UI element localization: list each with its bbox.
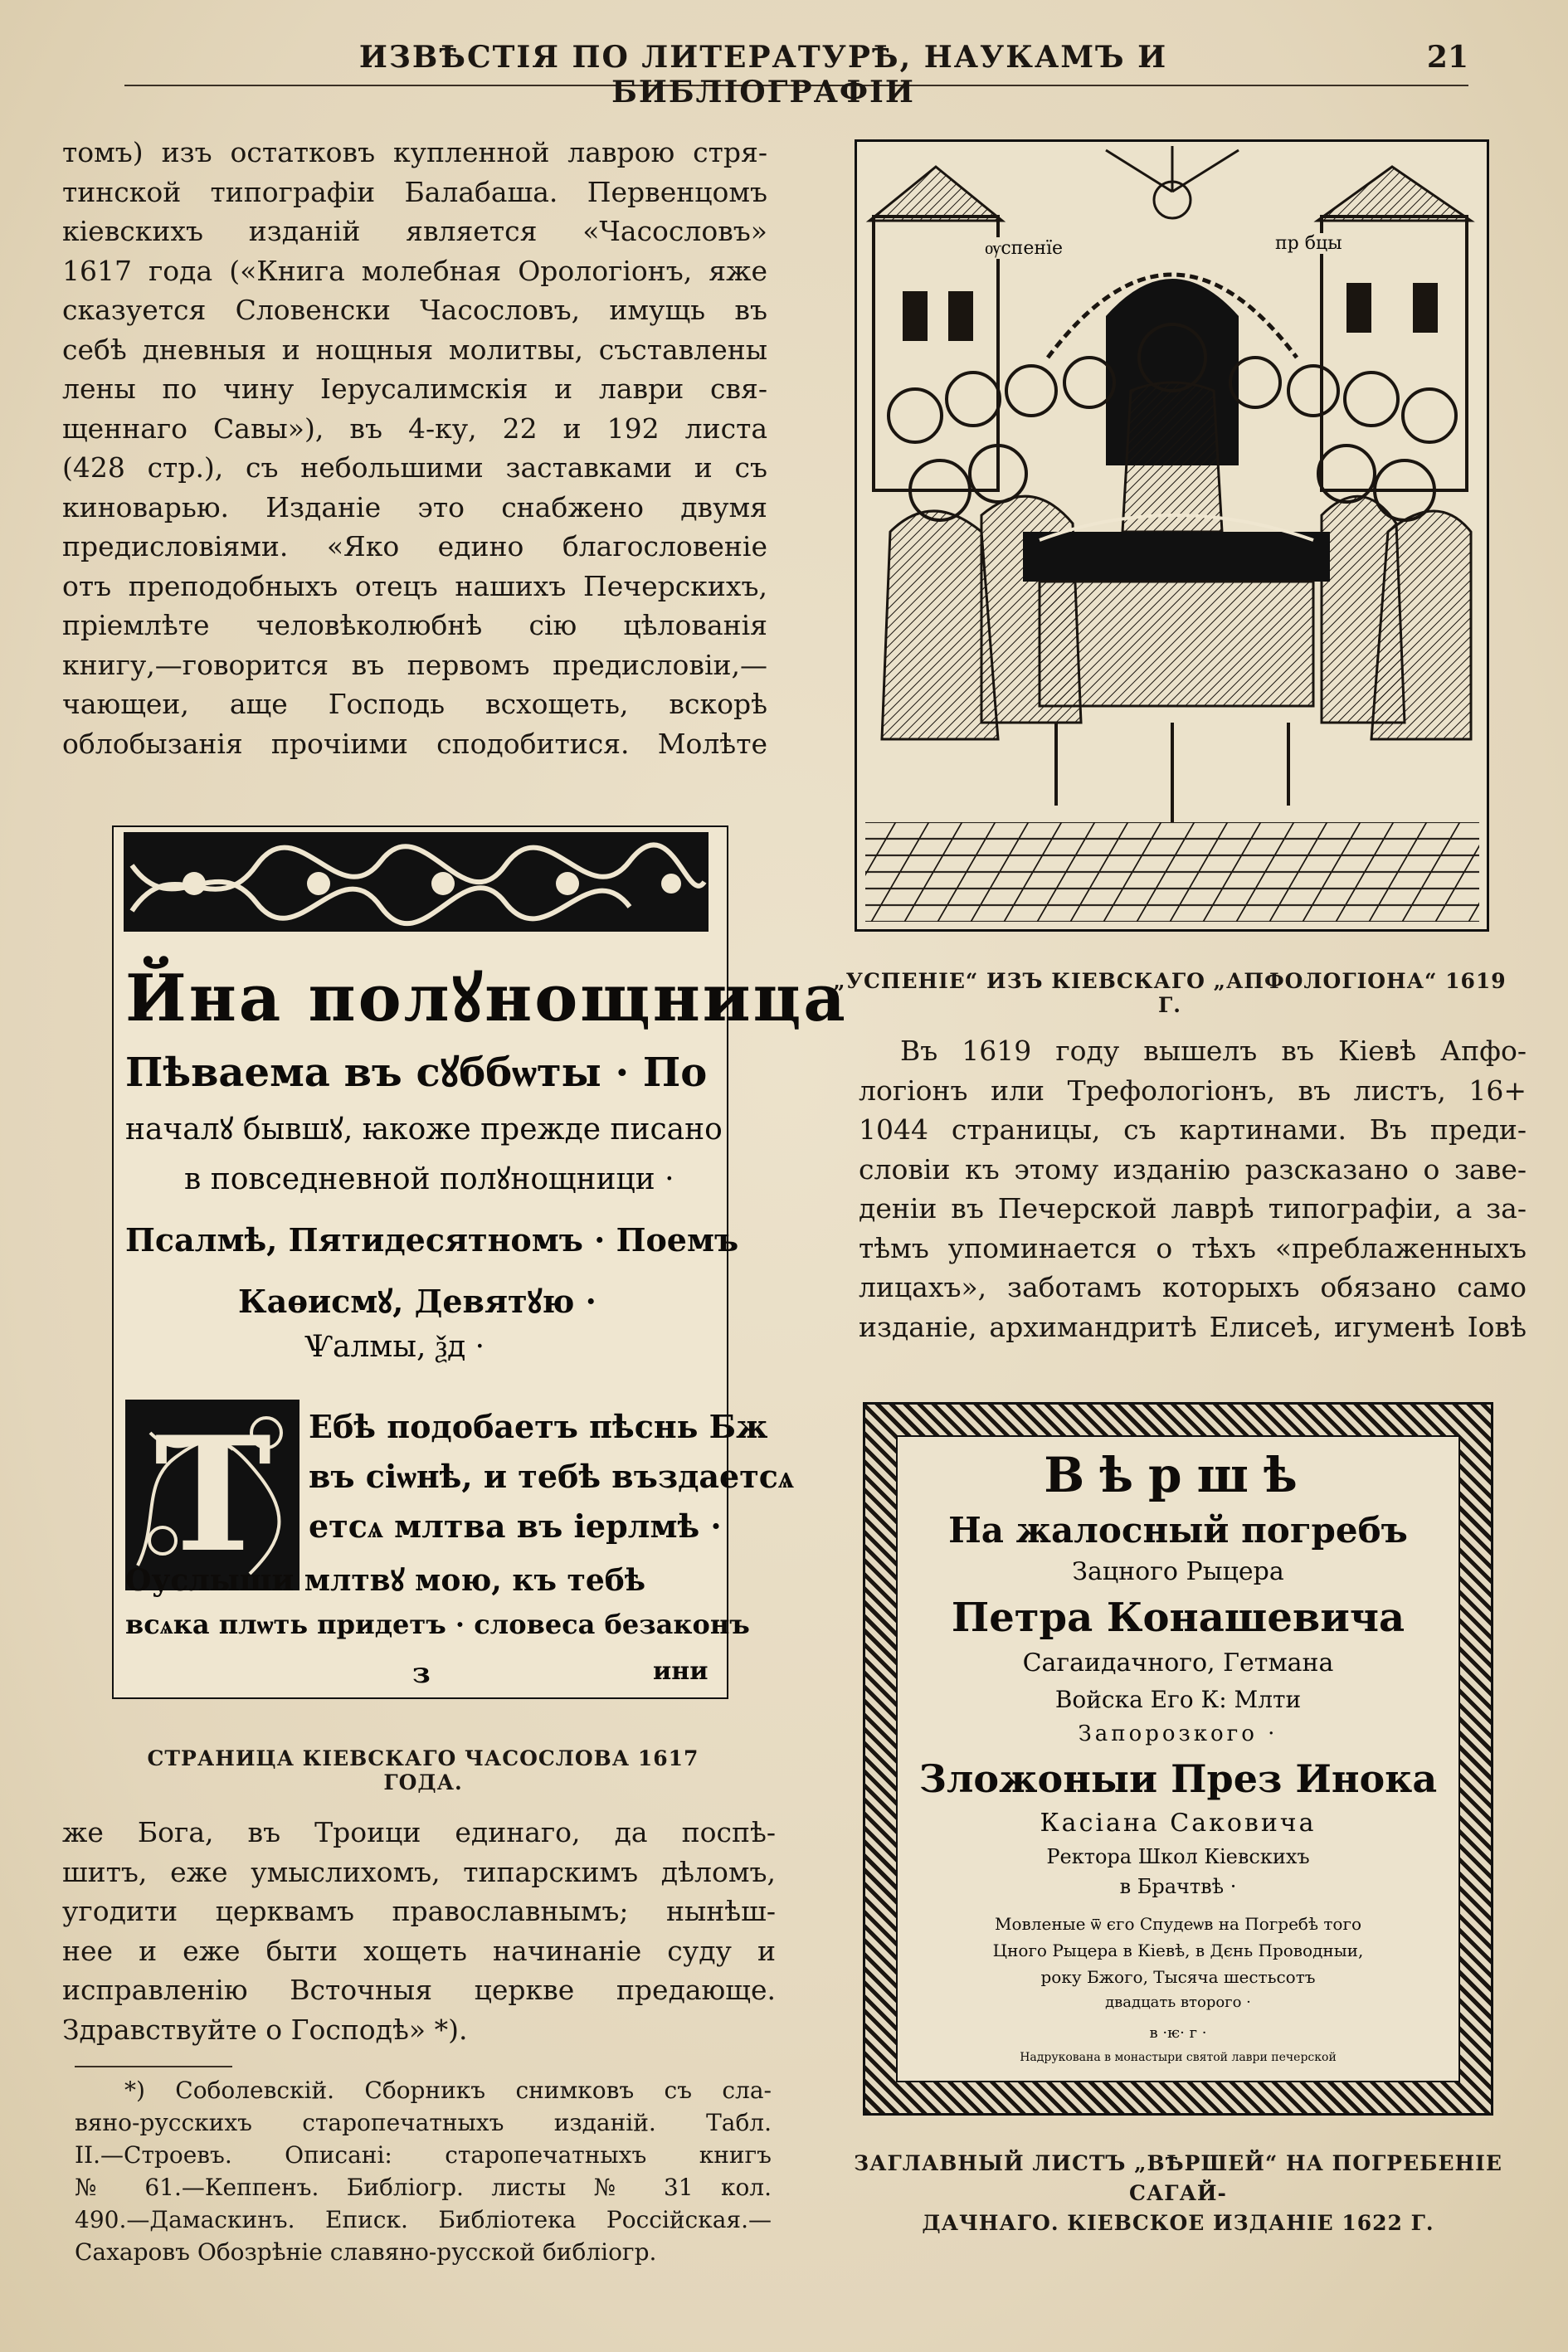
title-line: Запорозкого · [1078,1721,1278,1746]
text-line: себѣ дневныя и нощныя молитвы, съставлены [62,333,767,366]
footnote-line: *) Соболевскій. Сборникъ снимковъ съ сла- [124,2077,772,2104]
text-line: Здравствуйте о Господѣ» *). [62,2013,468,2046]
left-column-top-text [62,133,767,763]
chasoslov-body-line: всѧка плѡть придетъ · словеса безаконъ [125,1609,750,1640]
chasoslov-body-line: Оуслыши млтвꙋ мою, къ тебѣ [125,1563,646,1598]
chasoslov-line: в повседневной полꙋнощници · [184,1162,674,1196]
text-line: лены по чину Іерусалимскія и лаври свя- [62,373,767,405]
chasoslov-line: Каѳисмꙋ, Девятꙋю · [238,1283,597,1320]
text-line: нее и еже быти хощеть начинаніе суду и [62,1934,776,1967]
ornament-band-icon [124,832,733,940]
title-line: року Бжого, Тысяча шестьсотъ [1040,1967,1316,1987]
woodcut-frame [855,139,1489,932]
woodcut-inscription-left: ѹспенїе [981,237,1066,259]
title-line: Петра Конашевича [951,1595,1405,1641]
title-line: Войска Его К: Млти [1054,1686,1302,1713]
chasoslov-line: началꙋ бывшꙋ, ꙗкоже прежде писано [125,1113,723,1147]
text-line: тѣмъ упоминается о тѣхъ «преблаженныхъ [859,1231,1527,1264]
chasoslov-caption: СТРАНИЦА КІЕВСКАГО ЧАСОСЛОВА 1617 ГОДА. [147,1746,699,1794]
chasoslov-page-frame [112,825,848,1699]
text-line: лицахъ», заботамъ которыхъ обязано само [859,1271,1527,1303]
left-column-bottom-text [62,1813,776,2049]
chasoslov-body-line: въ сіѡнѣ, и тебѣ въздаетсѧ [309,1458,794,1495]
dormition-scene-icon [857,142,1487,929]
text-line: отъ преподобныхъ отецъ нашихъ Печерскихъ, [62,569,767,602]
chasoslov-line: Ѱалмы, ѯд · [304,1330,485,1364]
footnote-divider [75,2066,232,2067]
running-header [124,35,1468,110]
verse-title-page [863,1402,1493,2116]
text-line: пріемлѣте человѣколюбнѣ сію цѣлованія [62,609,767,641]
text-line: томъ) изъ остатковъ купленной лаврою стря- [62,136,767,168]
text-line: чающеи, аще Господь всхощеть, вскорѣ [62,688,767,720]
verse-caption [813,2149,1543,2238]
footnote-line: вяно-русскихъ старопечатныхъ изданій. Табл. [75,2109,772,2136]
catchword: ини [653,1657,709,1686]
title-line: Мовленые ѿ єго Спудеѡв на Погребѣ того [995,1914,1361,1934]
initial-letter: Т [154,1402,272,1587]
text-line: облобызанія прочіими сподобитися. Молѣте [62,727,767,760]
uspenie-caption: „УСПЕНІЕ“ ИЗЪ КІЕВСКАГО „АПФОЛОГІОНА“ 1619 Г. [833,969,1507,1017]
uspenie-woodcut [855,139,1489,932]
chasoslov-line: Пѣваема въ сꙋббѡты · По [125,1049,708,1096]
text-line: Въ 1619 году вышелъ въ Кіевѣ Апфо- [900,1035,1527,1067]
text-line: деніи въ Печерской лаврѣ типографіи, а за- [859,1192,1527,1225]
text-line: щеннаго Савы»), въ 4-ку, 22 и 192 листа [62,411,767,445]
title-line: Касіана Саковича [1040,1809,1317,1838]
text-line: шитъ, еже умыслихомъ, типарскимъ дѣломъ, [62,1855,776,1888]
verse-caption-line: ЗАГЛАВНЫЙ ЛИСТЪ „ВѢРШЕЙ“ НА ПОГРЕБЕНІЕ САГАЙ- [854,2151,1502,2205]
folio-mark: з [412,1657,431,1690]
text-line: словіи къ этому изданію разсказано о заве- [859,1152,1527,1186]
text-line: логіонъ или Трефологіонъ, въ листъ, 16+ [859,1074,1527,1107]
title-line: Зацного Рыцера [1072,1557,1284,1586]
title-line: Зложоныи През Инока [918,1756,1438,1801]
text-line: сказуется Словенски Часословъ, имущь въ [62,294,767,326]
footnote-line: № 61.—Кеппенъ. Библіогр. листы № 31 кол. [75,2174,772,2201]
title-line: в Брачтвѣ · [1119,1875,1237,1898]
title-line: Вѣршѣ [1044,1447,1312,1503]
text-line: исправленію Всточныя церкве предающе. [62,1974,776,2006]
text-line: 1044 страницы, съ картинами. Въ преди- [859,1113,1527,1146]
chasoslov-body-line: етсѧ млтва въ іерлмѣ · [309,1507,722,1545]
text-line: угодити церквамъ православнымъ; нынѣш- [62,1895,776,1927]
verse-caption-line: ДАЧНАГО. КІЕВСКОЕ ИЗДАНІЕ 1622 Г. [922,2211,1434,2235]
text-line: кіевскихъ изданій является «Часословъ» [62,215,767,247]
text-line: же Бога, въ Троици единаго, да поспѣ- [62,1816,776,1848]
header-title: ИЗВѢСТІЯ ПО ЛИТЕРАТУРѢ, НАУКАМЪ И БИБЛІОГРАФІИ [358,40,1168,110]
title-line: Сагаидачного, Гетмана [1022,1648,1334,1678]
title-line: На жалосный погребъ [948,1510,1408,1551]
chasoslov-line: Псалмѣ, Пятидесятномъ · Поемъ [125,1221,739,1259]
text-line: киноварью. Изданіе это снабжено двумя [62,490,767,523]
text-line: (428 стр.), съ небольшими заставками и съ [62,451,767,484]
title-line: в ·ѥ· г · [1149,2024,1207,2042]
text-line: 1617 года («Книга молебная Орологіонъ, яже [62,254,767,287]
title-page-panel [896,1435,1460,2082]
text-line: изданіе, архимандритѣ Елисеѣ, игуменѣ Іовѣ [859,1310,1527,1343]
title-line: Цного Рыцера в Кіевѣ, в Дєнь Проводныи, [992,1941,1364,1960]
footnote-line: Сахаровъ Обозрѣніе славяно-русской библіогр. [75,2238,657,2266]
text-line: тинской типографіи Балабаша. Первенцомъ [62,175,767,208]
chasoslov-body-line: Ебѣ подобаетъ пѣснь Бж [309,1408,768,1445]
woodcut-inscription-right: пр бцы [1272,233,1346,254]
footnote [75,2074,772,2268]
title-line: Надрукована в монастыри святой лаври печерской [1020,2051,1337,2064]
title-line: Ректора Школ Кіевскихъ [1046,1845,1310,1868]
page-number: 21 [1426,40,1468,75]
title-line: двадцать второго · [1105,1994,1251,2011]
text-line: предисловіями. «Яко едино благословеніе [62,530,767,562]
right-column-text [859,1031,1527,1346]
chasoslov-heading: Йна полꙋнощница [125,961,848,1036]
chasoslov-page-figure [112,825,848,1701]
text-line: книгу,—говорится въ первомъ предисловіи,— [62,648,767,681]
footnote-line: 490.—Дамаскинъ. Еписк. Библіотека Россійская.— [75,2206,772,2233]
footnote-line: II.—Строевъ. Описанi: старопечатныхъ книгъ [75,2141,772,2169]
